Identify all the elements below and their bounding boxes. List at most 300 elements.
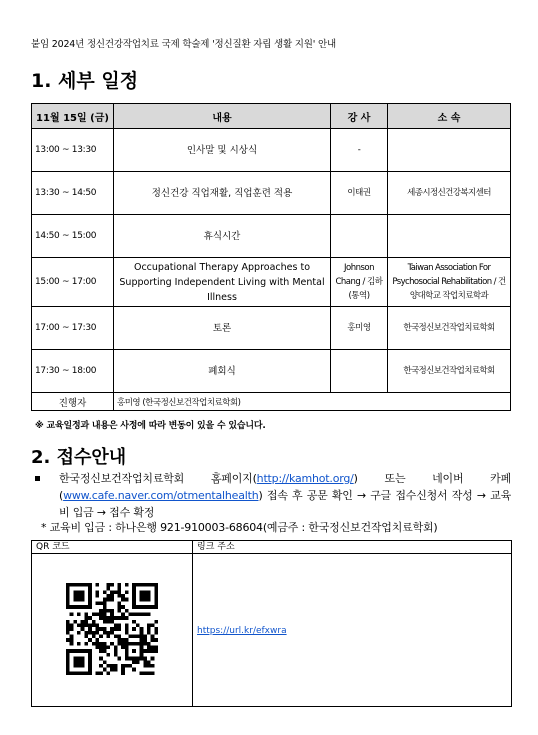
qr-module — [125, 641, 129, 645]
qr-module — [154, 583, 158, 587]
qr-module — [73, 594, 77, 598]
qr-module — [110, 608, 114, 612]
qr-module — [88, 671, 92, 675]
qr-module — [147, 663, 151, 667]
qr-module — [121, 605, 125, 609]
qr-module — [147, 590, 151, 594]
row-speaker: 홍미영 — [331, 307, 388, 350]
row-time: 17:00 ~ 17:30 — [32, 307, 114, 350]
text-segment: 한국정신보건작업치료학회 홈페이지( — [59, 472, 257, 485]
qr-module — [103, 645, 107, 649]
qr-module — [114, 663, 118, 667]
qr-module — [110, 630, 114, 634]
qr-module — [77, 590, 81, 594]
qr-module — [121, 612, 125, 616]
qr-module — [143, 641, 147, 645]
qr-module — [70, 605, 74, 609]
qr-module — [125, 652, 129, 656]
qr-module — [154, 638, 158, 642]
qr-module — [132, 627, 136, 631]
qr-module — [77, 656, 81, 660]
qr-module — [110, 616, 114, 620]
qr-module — [118, 656, 122, 660]
qr-module — [147, 645, 151, 649]
qr-module — [121, 597, 125, 601]
qr-module — [81, 605, 85, 609]
qr-module — [110, 627, 114, 631]
qr-module — [88, 616, 92, 620]
qr-module — [118, 594, 122, 598]
qr-module — [151, 605, 155, 609]
qr-module — [106, 608, 110, 612]
qr-module — [92, 619, 96, 623]
qr-module — [106, 652, 110, 656]
registration-bullet — [33, 470, 511, 521]
qr-module — [81, 583, 85, 587]
qr-module — [95, 671, 99, 675]
qr-module — [88, 627, 92, 631]
link-cell — [193, 554, 512, 707]
qr-module — [154, 630, 158, 634]
qr-module — [88, 623, 92, 627]
qr-module — [95, 623, 99, 627]
naver-cafe-link[interactable]: www.cafe.naver.com/otmentalhealth — [63, 489, 259, 502]
qr-header-row — [32, 541, 512, 554]
qr-module — [88, 597, 92, 601]
qr-module — [84, 619, 88, 623]
row-affiliation: 한국정신보건작업치료학회 — [388, 350, 511, 393]
qr-module — [151, 634, 155, 638]
qr-module — [103, 608, 107, 612]
qr-module — [106, 583, 110, 587]
qr-module — [121, 641, 125, 645]
qr-module — [132, 583, 136, 587]
qr-module — [129, 663, 133, 667]
qr-module — [132, 590, 136, 594]
qr-module — [84, 583, 88, 587]
qr-module — [143, 605, 147, 609]
qr-module — [103, 597, 107, 601]
table-row — [32, 350, 511, 393]
qr-module — [132, 594, 136, 598]
qr-module — [140, 583, 144, 587]
qr-module — [136, 656, 140, 660]
qr-module — [99, 612, 103, 616]
row-affiliation: Taiwan Association For Psychosocial Rehabilitation / 건양대학교 작업치료학과 — [388, 258, 511, 307]
text-segment: ) 또는 네이버 카페 ( — [59, 472, 512, 502]
qr-module — [95, 645, 99, 649]
qr-module — [151, 623, 155, 627]
qr-module — [66, 649, 70, 653]
table-row — [32, 129, 511, 172]
qr-module — [70, 623, 74, 627]
qr-module — [95, 627, 99, 631]
qr-module — [77, 583, 81, 587]
qr-module — [88, 667, 92, 671]
qr-label: QR 코드 — [32, 541, 193, 554]
qr-module — [88, 649, 92, 653]
qr-link-table — [31, 540, 512, 707]
row-speaker: 이태권 — [331, 172, 388, 215]
section-title-schedule: 1. 세부 일정 — [31, 70, 139, 92]
qr-module — [95, 641, 99, 645]
qr-module — [77, 597, 81, 601]
qr-module — [81, 590, 85, 594]
qr-module — [132, 641, 136, 645]
qr-module — [66, 671, 70, 675]
qr-module — [95, 590, 99, 594]
qr-module — [118, 641, 122, 645]
qr-module — [88, 660, 92, 664]
schedule-notice: ※ 교육일정과 내용은 사정에 따라 변동이 있을 수 있습니다. — [35, 421, 266, 431]
qr-module — [154, 597, 158, 601]
qr-module — [110, 590, 114, 594]
qr-module — [132, 612, 136, 616]
row-content: Occupational Therapy Approaches to Supporting Independent Living with Mental Illness — [114, 258, 331, 307]
qr-module — [118, 590, 122, 594]
qr-module — [66, 652, 70, 656]
qr-module — [70, 671, 74, 675]
qr-module — [66, 663, 70, 667]
row-content: 휴식시간 — [114, 215, 331, 258]
qr-module — [118, 616, 122, 620]
qr-module — [140, 590, 144, 594]
qr-module — [136, 605, 140, 609]
qr-module — [103, 660, 107, 664]
qr-module — [143, 663, 147, 667]
qr-module — [114, 667, 118, 671]
qr-module — [154, 627, 158, 631]
qr-module — [147, 583, 151, 587]
qr-module — [73, 671, 77, 675]
schedule-header-row — [32, 104, 511, 129]
row-content: 토론 — [114, 307, 331, 350]
qr-module — [118, 623, 122, 627]
qr-module — [132, 660, 136, 664]
qr-module — [99, 645, 103, 649]
qr-module — [136, 583, 140, 587]
qr-module — [88, 656, 92, 660]
qr-module — [118, 583, 122, 587]
qr-module — [103, 619, 107, 623]
qr-module — [147, 630, 151, 634]
qr-module — [73, 597, 77, 601]
qr-module — [140, 645, 144, 649]
qr-module — [73, 583, 77, 587]
qr-module — [121, 663, 125, 667]
qr-module — [151, 645, 155, 649]
qr-module — [92, 630, 96, 634]
qr-module — [99, 627, 103, 631]
row-time: 13:30 ~ 14:50 — [32, 172, 114, 215]
row-speaker: Johnson Chang / 김하(통역) — [331, 258, 388, 307]
qr-module — [125, 649, 129, 653]
registration-text — [59, 470, 511, 521]
qr-module — [77, 649, 81, 653]
qr-module — [143, 597, 147, 601]
square-bullet-icon — [35, 476, 40, 481]
qr-module — [125, 583, 129, 587]
row-speaker — [331, 215, 388, 258]
qr-module — [95, 583, 99, 587]
qr-module — [143, 656, 147, 660]
qr-module — [147, 627, 151, 631]
qr-module — [143, 612, 147, 616]
qr-module — [106, 671, 110, 675]
qr-module — [106, 634, 110, 638]
qr-module — [81, 597, 85, 601]
qr-module — [140, 627, 144, 631]
qr-module — [140, 594, 144, 598]
qr-module — [132, 586, 136, 590]
qr-module — [132, 605, 136, 609]
qr-module — [118, 601, 122, 605]
qr-module — [154, 649, 158, 653]
qr-module — [151, 656, 155, 660]
qr-module — [66, 630, 70, 634]
qr-module — [103, 601, 107, 605]
qr-module — [147, 597, 151, 601]
row-affiliation: 한국정신보건작업치료학회 — [388, 307, 511, 350]
row-speaker — [331, 350, 388, 393]
qr-module — [154, 605, 158, 609]
qr-module — [110, 663, 114, 667]
moderator-row — [32, 393, 511, 411]
qr-module — [70, 627, 74, 631]
qr-module — [106, 597, 110, 601]
qr-module — [99, 656, 103, 660]
qr-module — [77, 671, 81, 675]
qr-module — [140, 641, 144, 645]
qr-module — [151, 638, 155, 642]
qr-module — [125, 645, 129, 649]
qr-module — [103, 612, 107, 616]
qr-module — [70, 649, 74, 653]
qr-module — [110, 612, 114, 616]
qr-content-row — [32, 554, 512, 707]
qr-module — [70, 612, 74, 616]
qr-module — [95, 612, 99, 616]
qr-module — [84, 649, 88, 653]
qr-module — [129, 656, 133, 660]
qr-module — [88, 586, 92, 590]
qr-module — [125, 630, 129, 634]
qr-code-image[interactable] — [66, 583, 158, 675]
qr-module — [73, 660, 77, 664]
qr-module — [140, 630, 144, 634]
qr-module — [84, 612, 88, 616]
qr-module — [125, 638, 129, 642]
qr-module — [140, 597, 144, 601]
qr-module — [66, 586, 70, 590]
row-content: 폐회식 — [114, 350, 331, 393]
qr-module — [143, 649, 147, 653]
qr-module — [154, 645, 158, 649]
qr-module — [77, 605, 81, 609]
qr-module — [81, 623, 85, 627]
qr-module — [114, 634, 118, 638]
qr-module — [103, 627, 107, 631]
qr-module — [103, 649, 107, 653]
qr-module — [66, 660, 70, 664]
qr-module — [84, 641, 88, 645]
qr-module — [147, 641, 151, 645]
text-segment: ) 접속 후 공문 확인 → 구글 접수신청서 작성 → 교육비 입금 → 접수 확정 — [59, 489, 511, 519]
qr-module — [132, 601, 136, 605]
qr-module — [125, 616, 129, 620]
qr-module — [151, 671, 155, 675]
qr-module — [118, 634, 122, 638]
qr-module — [106, 630, 110, 634]
qr-module — [129, 641, 133, 645]
qr-module — [77, 594, 81, 598]
qr-module — [66, 597, 70, 601]
table-row — [32, 258, 511, 307]
row-content: 인사말 및 시상식 — [114, 129, 331, 172]
qr-module — [92, 612, 96, 616]
qr-module — [88, 605, 92, 609]
qr-module — [118, 627, 122, 631]
qr-module — [125, 623, 129, 627]
qr-module — [66, 627, 70, 631]
row-speaker: - — [331, 129, 388, 172]
qr-module — [118, 586, 122, 590]
section-title-registration: 2. 접수안내 — [31, 447, 127, 468]
qr-module — [95, 594, 99, 598]
qr-module — [147, 660, 151, 664]
qr-module — [125, 608, 129, 612]
fee-payment-note: * 교육비 입금 : 하나은행 921-910003-68604(예금주 : 한국정신보건작업치료학회) — [41, 521, 438, 534]
moderator-label: 진행자 — [32, 393, 114, 411]
qr-module — [143, 590, 147, 594]
row-affiliation: 세종시정신건강복지센터 — [388, 172, 511, 215]
qr-module — [70, 638, 74, 642]
qr-module — [154, 601, 158, 605]
qr-module — [84, 616, 88, 620]
qr-module — [84, 671, 88, 675]
qr-module — [114, 649, 118, 653]
qr-module — [103, 641, 107, 645]
row-affiliation — [388, 215, 511, 258]
qr-module — [147, 649, 151, 653]
qr-module — [73, 590, 77, 594]
qr-module — [154, 619, 158, 623]
qr-module — [103, 630, 107, 634]
qr-module — [140, 652, 144, 656]
qr-module — [121, 667, 125, 671]
qr-module — [95, 601, 99, 605]
qr-module — [136, 660, 140, 664]
qr-module — [106, 594, 110, 598]
qr-module — [92, 623, 96, 627]
qr-module — [99, 601, 103, 605]
qr-module — [140, 605, 144, 609]
link-label: 링크 주소 — [193, 541, 512, 554]
qr-module — [154, 594, 158, 598]
qr-module — [70, 583, 74, 587]
qr-module — [66, 667, 70, 671]
qr-module — [99, 663, 103, 667]
qr-module — [73, 663, 77, 667]
homepage-link[interactable]: http://kamhot.org/ — [256, 472, 354, 485]
moderator-value: 홍미영 (한국정신보건작업치료학회) — [114, 393, 511, 411]
qr-module — [106, 663, 110, 667]
qr-module — [140, 671, 144, 675]
qr-module — [99, 671, 103, 675]
qr-module — [147, 605, 151, 609]
qr-module — [143, 594, 147, 598]
qr-module — [140, 634, 144, 638]
qr-module — [70, 634, 74, 638]
qr-module — [81, 660, 85, 664]
qr-module — [143, 638, 147, 642]
qr-module — [147, 623, 151, 627]
qr-module — [114, 627, 118, 631]
qr-module — [95, 630, 99, 634]
qr-module — [88, 652, 92, 656]
qr-module — [66, 583, 70, 587]
qr-module — [143, 671, 147, 675]
qr-module — [151, 649, 155, 653]
registration-short-link[interactable]: https://url.kr/efxwra — [197, 625, 287, 636]
qr-module — [88, 594, 92, 598]
row-time: 14:50 ~ 15:00 — [32, 215, 114, 258]
qr-module — [106, 586, 110, 590]
qr-module — [81, 627, 85, 631]
qr-module — [114, 652, 118, 656]
qr-module — [143, 660, 147, 664]
qr-module — [66, 656, 70, 660]
qr-module — [88, 583, 92, 587]
qr-module — [132, 634, 136, 638]
col-content: 내용 — [114, 104, 331, 129]
qr-module — [147, 612, 151, 616]
qr-module — [99, 649, 103, 653]
qr-module — [77, 612, 81, 616]
qr-module — [103, 590, 107, 594]
qr-module — [66, 590, 70, 594]
qr-module — [147, 671, 151, 675]
qr-module — [121, 638, 125, 642]
row-content: 정신건강 직업재활, 직업훈련 적용 — [114, 172, 331, 215]
qr-module — [110, 583, 114, 587]
qr-module — [125, 597, 129, 601]
qr-module — [99, 616, 103, 620]
qr-module — [73, 649, 77, 653]
qr-module — [106, 619, 110, 623]
qr-module — [143, 583, 147, 587]
qr-module — [118, 608, 122, 612]
qr-module — [136, 641, 140, 645]
qr-module — [88, 638, 92, 642]
qr-module — [99, 641, 103, 645]
qr-module — [106, 616, 110, 620]
qr-module — [92, 634, 96, 638]
qr-module — [125, 663, 129, 667]
qr-module — [73, 656, 77, 660]
qr-module — [140, 638, 144, 642]
row-time: 13:00 ~ 13:30 — [32, 129, 114, 172]
qr-module — [151, 663, 155, 667]
qr-module — [110, 597, 114, 601]
qr-module — [81, 671, 85, 675]
qr-module — [132, 649, 136, 653]
qr-module — [121, 671, 125, 675]
qr-module — [114, 645, 118, 649]
qr-module — [70, 641, 74, 645]
qr-module — [106, 645, 110, 649]
qr-module — [103, 605, 107, 609]
